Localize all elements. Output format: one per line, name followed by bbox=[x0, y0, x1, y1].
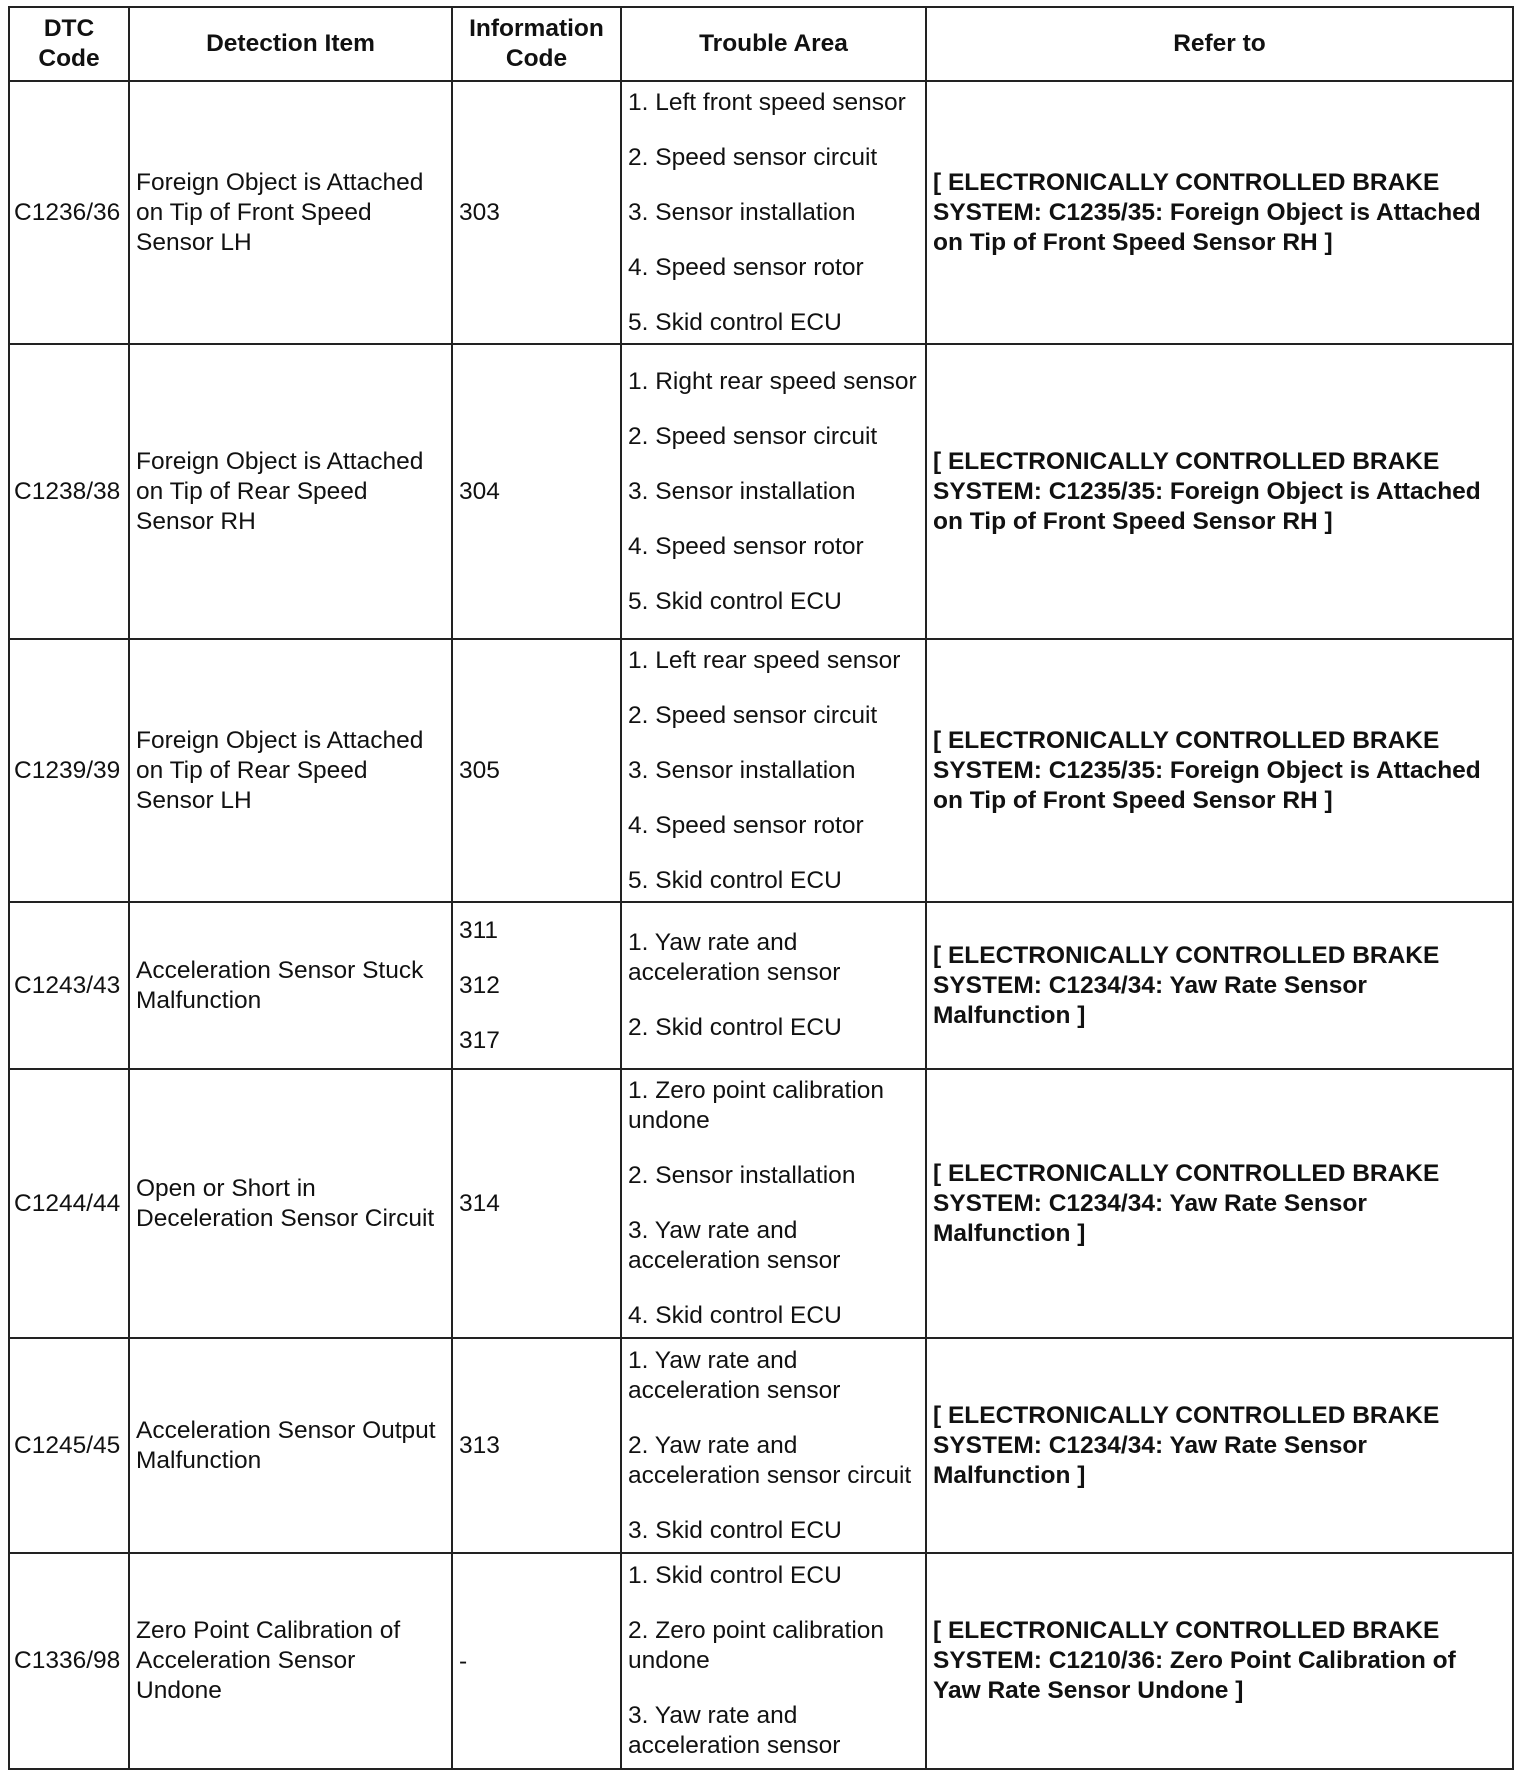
detection-item-cell: Acceleration Sensor Output Malfunction bbox=[129, 1338, 452, 1553]
detection-item-cell: Foreign Object is Attached on Tip of Rear Speed Sensor RH bbox=[129, 344, 452, 639]
detection-item-cell: Zero Point Calibration of Acceleration Sensor Undone bbox=[129, 1553, 452, 1769]
detection-item-cell: Open or Short in Deceleration Sensor Circuit bbox=[129, 1069, 452, 1338]
table-row bbox=[9, 639, 1513, 902]
trouble-area-item: 4. Skid control ECU bbox=[628, 1302, 842, 1329]
trouble-area-item: 5. Skid control ECU bbox=[628, 308, 842, 336]
trouble-area-item: 3. Yaw rate and acceleration sensor bbox=[628, 1702, 841, 1759]
trouble-area-item: 5. Skid control ECU bbox=[628, 866, 842, 894]
information-code-cell bbox=[452, 1553, 621, 1769]
information-code: 314 bbox=[459, 1190, 500, 1217]
information-code: 311 bbox=[459, 917, 499, 944]
information-code: 304 bbox=[459, 478, 500, 505]
trouble-area-item: 1. Yaw rate and acceleration sensor bbox=[628, 1346, 841, 1404]
information-code-cell bbox=[452, 344, 621, 639]
refer-to-cell: [ ELECTRONICALLY CONTROLLED BRAKE SYSTEM: C1235/35: Foreign Object is Attached on Tip of Front Speed Sensor RH ] bbox=[926, 344, 1513, 639]
trouble-area-item: 2. Speed sensor circuit bbox=[628, 422, 878, 450]
dtc-table bbox=[8, 6, 1514, 1770]
refer-to-cell: [ ELECTRONICALLY CONTROLLED BRAKE SYSTEM: C1234/34: Yaw Rate Sensor Malfunction ] bbox=[926, 902, 1513, 1069]
trouble-area-item: 2. Speed sensor circuit bbox=[628, 143, 878, 171]
table-row bbox=[9, 902, 1513, 1069]
detection-item-cell: Foreign Object is Attached on Tip of Front Speed Sensor LH bbox=[129, 81, 452, 344]
header-trouble-area: Trouble Area bbox=[621, 7, 926, 81]
trouble-area-item: 1. Left rear speed sensor bbox=[628, 646, 901, 674]
trouble-area-item: 3. Sensor installation bbox=[628, 756, 856, 784]
information-code-cell bbox=[452, 639, 621, 902]
trouble-area-item: 4. Speed sensor rotor bbox=[628, 532, 864, 560]
trouble-area-item: 4. Speed sensor rotor bbox=[628, 253, 864, 281]
trouble-area-item: 3. Skid control ECU bbox=[628, 1516, 842, 1544]
trouble-area-item: 2. Speed sensor circuit bbox=[628, 701, 878, 729]
trouble-area-cell bbox=[621, 1553, 926, 1769]
trouble-area-item: 2. Zero point calibration undone bbox=[628, 1617, 885, 1674]
header-row bbox=[9, 7, 1513, 81]
trouble-area-cell bbox=[621, 1338, 926, 1553]
refer-to-cell: [ ELECTRONICALLY CONTROLLED BRAKE SYSTEM: C1235/35: Foreign Object is Attached on Tip of Front Speed Sensor RH ] bbox=[926, 81, 1513, 344]
trouble-area-cell bbox=[621, 639, 926, 902]
trouble-area-item: 3. Yaw rate and acceleration sensor bbox=[628, 1217, 841, 1274]
dtc-code-cell: C1244/44 bbox=[9, 1069, 129, 1338]
header-refer-to: Refer to bbox=[926, 7, 1513, 81]
trouble-area-cell bbox=[621, 902, 926, 1069]
dtc-code-cell: C1236/36 bbox=[9, 81, 129, 344]
information-code: 303 bbox=[459, 199, 500, 226]
refer-to-cell: [ ELECTRONICALLY CONTROLLED BRAKE SYSTEM: C1234/34: Yaw Rate Sensor Malfunction ] bbox=[926, 1069, 1513, 1338]
trouble-area-cell bbox=[621, 81, 926, 344]
trouble-area-cell bbox=[621, 1069, 926, 1338]
refer-to-cell: [ ELECTRONICALLY CONTROLLED BRAKE SYSTEM: C1234/34: Yaw Rate Sensor Malfunction ] bbox=[926, 1338, 1513, 1553]
refer-to-cell: [ ELECTRONICALLY CONTROLLED BRAKE SYSTEM: C1210/36: Zero Point Calibration of Yaw Rate Sensor Undone ] bbox=[926, 1553, 1513, 1769]
trouble-area-item: 3. Sensor installation bbox=[628, 198, 856, 226]
table-row bbox=[9, 1338, 1513, 1553]
trouble-area-item: 1. Zero point calibration undone bbox=[628, 1077, 885, 1134]
information-code: 317 bbox=[459, 1027, 500, 1054]
information-code: 313 bbox=[459, 1432, 500, 1459]
trouble-area-item: 1. Left front speed sensor bbox=[628, 88, 906, 116]
trouble-area-item: 2. Skid control ECU bbox=[628, 1014, 842, 1041]
information-code-cell bbox=[452, 1069, 621, 1338]
table-row bbox=[9, 1553, 1513, 1769]
header-detection-item: Detection Item bbox=[129, 7, 452, 81]
dtc-code-cell: C1238/38 bbox=[9, 344, 129, 639]
dtc-code-cell: C1243/43 bbox=[9, 902, 129, 1069]
information-code: - bbox=[459, 1647, 468, 1675]
table-row bbox=[9, 1069, 1513, 1338]
detection-item-cell: Foreign Object is Attached on Tip of Rear Speed Sensor LH bbox=[129, 639, 452, 902]
detection-item-cell: Acceleration Sensor Stuck Malfunction bbox=[129, 902, 452, 1069]
trouble-area-item: 1. Right rear speed sensor bbox=[628, 367, 917, 395]
table-row bbox=[9, 81, 1513, 344]
trouble-area-item: 5. Skid control ECU bbox=[628, 587, 842, 615]
header-dtc-code: DTC Code bbox=[9, 7, 129, 81]
dtc-code-cell: C1245/45 bbox=[9, 1338, 129, 1553]
information-code-cell bbox=[452, 902, 621, 1069]
trouble-area-item: 1. Yaw rate and acceleration sensor bbox=[628, 929, 841, 986]
trouble-area-item: 3. Sensor installation bbox=[628, 477, 856, 505]
trouble-area-item: 2. Sensor installation bbox=[628, 1162, 856, 1189]
information-code: 312 bbox=[459, 972, 500, 999]
refer-to-cell: [ ELECTRONICALLY CONTROLLED BRAKE SYSTEM: C1235/35: Foreign Object is Attached on Tip of Front Speed Sensor RH ] bbox=[926, 639, 1513, 902]
trouble-area-cell bbox=[621, 344, 926, 639]
trouble-area-item: 1. Skid control ECU bbox=[628, 1562, 842, 1589]
information-code: 305 bbox=[459, 757, 500, 784]
dtc-code-cell: C1239/39 bbox=[9, 639, 129, 902]
trouble-area-item: 4. Speed sensor rotor bbox=[628, 811, 864, 839]
table-body bbox=[9, 81, 1513, 1769]
information-code-cell bbox=[452, 81, 621, 344]
header-information-code: Information Code bbox=[452, 7, 621, 81]
dtc-code-cell: C1336/98 bbox=[9, 1553, 129, 1769]
table-row bbox=[9, 344, 1513, 639]
trouble-area-item: 2. Yaw rate and acceleration sensor circuit bbox=[628, 1431, 912, 1489]
information-code-cell bbox=[452, 1338, 621, 1553]
